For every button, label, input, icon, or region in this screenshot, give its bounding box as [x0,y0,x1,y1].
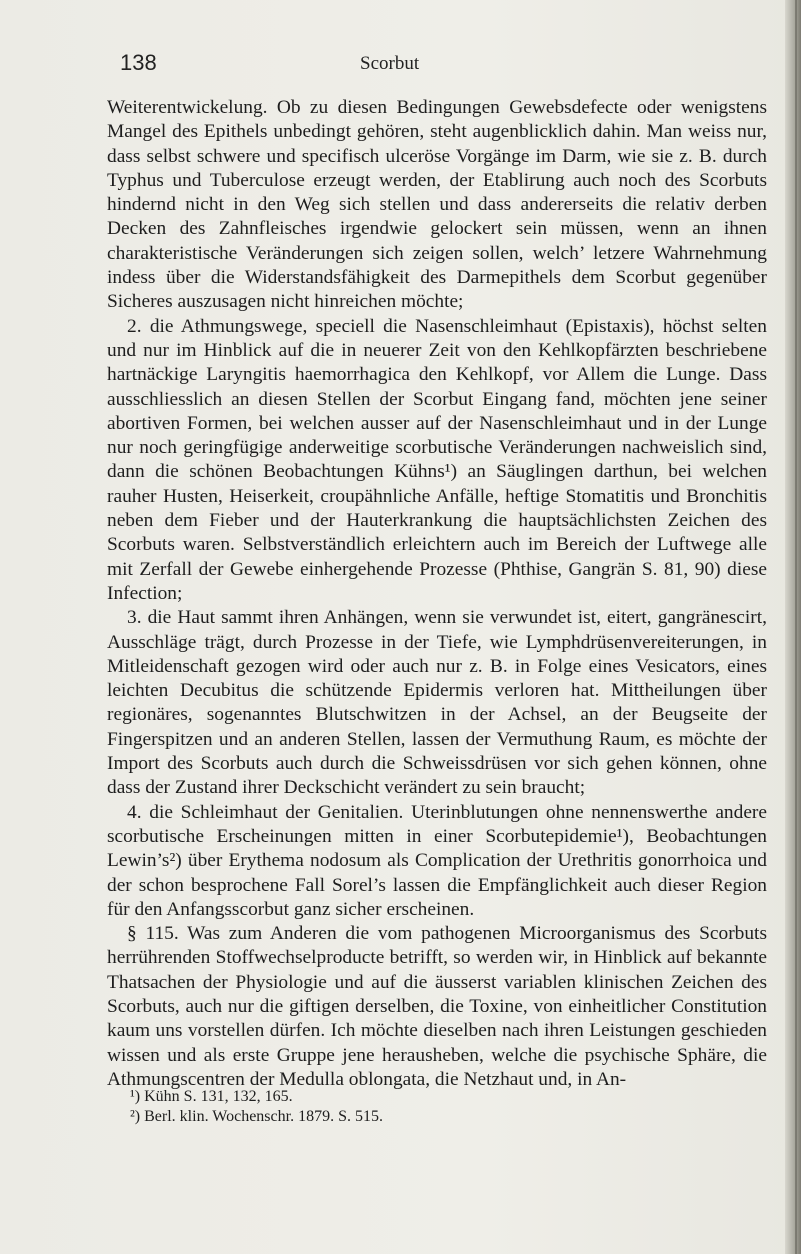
paragraph-continuation: Weiterentwickelung. Ob zu diesen Bedingungen Gewebsdefecte oder wenigstens Mangel des Epithels unbedingt gehören, steht augenblicklich dahin. Man weiss nur, dass selbst schwere und specifisch ulceröse Vorgänge im Darm, wie sie z. B. durch Typhus und Tuberculose erzeugt werden, der Etablirung auch noch des Scorbuts hindernd nicht in den Weg sich stellen und dass andererseits die relativ derben Decken des Zahnfleisches irgendwie gelockert sein müssen, wenn an ihnen charakteristische Veränderungen sich zeigen sollen, welch’ letzere Wahrnehmung indess über die Widerstandsfähigkeit des Darmepithels dem Scorbut gegenüber Sicheres auszusagen nicht hinreichen möchte; [107,97,767,313]
page-edge-line [795,0,797,1254]
running-head: Scorbut [360,53,420,74]
paragraph-genitals: 4. die Schleimhaut der Genitalien. Uterinblutungen ohne nennenswerthe andere scorbutische Erscheinungen mitten in einer Scorbutepidemie¹), Beobachtungen Lewin’s²) über Erythema nodosum als Complication der Urethritis gonorrhoica und der schon besprochene Fall Sorel’s lassen die Empfänglichkeit auch dieser Region für den Anfangsscorbut ganz sicher erscheinen. [107,801,767,920]
footnotes [130,1087,730,1127]
paragraph-respiratory: 2. die Athmungswege, speciell die Nasenschleimhaut (Epistaxis), höchst selten und nur im Hinblick auf die in neuerer Zeit von den Kehlkopfärzten beschriebene hartnäckige Laryngitis haemorrhagica den Kehlkopf, vor Allem die Lunge. Dass ausschliesslich an diesen Stellen der Scorbut Eingang fand, möchten jene seiner abortiven Formen, bei welchen ausser auf der Nasenschleimhaut und in der Lunge nur noch geringfügige anderweitige scorbutische Veränderungen nachweislich sind, dann die schönen Beobachtungen Kühns¹) an Säuglingen darthun, bei welchen rauher Husten, Heiserkeit, croupähnliche Anfälle, heftige Stomatitis und Bronchitis neben dem Fieber und der Hauterkrankung die hauptsächlichsten Zeichen des Scorbuts waren. Selbstverständlich erleichtern auch im Bereich der Luftwege alle mit Zerfall der Gewebe einhergehende Prozesse (Phthise, Gangrän S. 81, 90) diese Infection; [107,315,767,604]
page-number: 138 [120,50,157,75]
body-text [107,96,767,1092]
page-edge-shadow [785,0,801,1254]
paragraph-section-115: § 115. Was zum Anderen die vom pathogenen Microorganismus des Scorbuts herrührenden Stoffwechselproducte betrifft, so werden wir, in Hinblick auf bekannte Thatsachen der Physiologie und auf die äusserst variablen klinischen Zeichen des Scorbuts, auch nur die giftigen derselben, die Toxine, von einheitlicher Constitution kaum uns vorstellen dürfen. Ich möchte dieselben nach ihren Leistungen geschieden wissen und als erste Gruppe jene herausheben, welche die psychische Sphäre, die Athmungscentren der Medulla oblongata, die Netzhaut und, in An- [107,923,767,1090]
footnote-2: ²) Berl. klin. Wochenschr. 1879. S. 515. [130,1108,383,1125]
paragraph-skin: 3. die Haut sammt ihren Anhängen, wenn sie verwundet ist, eitert, gangränescirt, Ausschläge trägt, durch Prozesse in der Tiefe, wie Lymphdrüsenvereiterungen, in Mitleidenschaft gezogen wird oder auch nur z. B. in Folge eines Vesicators, eines leichten Decubitus die schützende Epidermis verloren hat. Mittheilungen über regionäres, sogenanntes Blutschwitzen in der Achsel, an der Beugseite der Fingerspitzen und an anderen Stellen, lassen der Vermuthung Raum, es möchte der Import des Scorbuts auch durch die Schweissdrüsen vor sich gehen können, ohne dass der Zustand ihrer Deckschicht verändert zu sein braucht; [107,607,767,799]
footnote-1: ¹) Kühn S. 131, 132, 165. [130,1088,293,1105]
page-header [120,50,700,80]
